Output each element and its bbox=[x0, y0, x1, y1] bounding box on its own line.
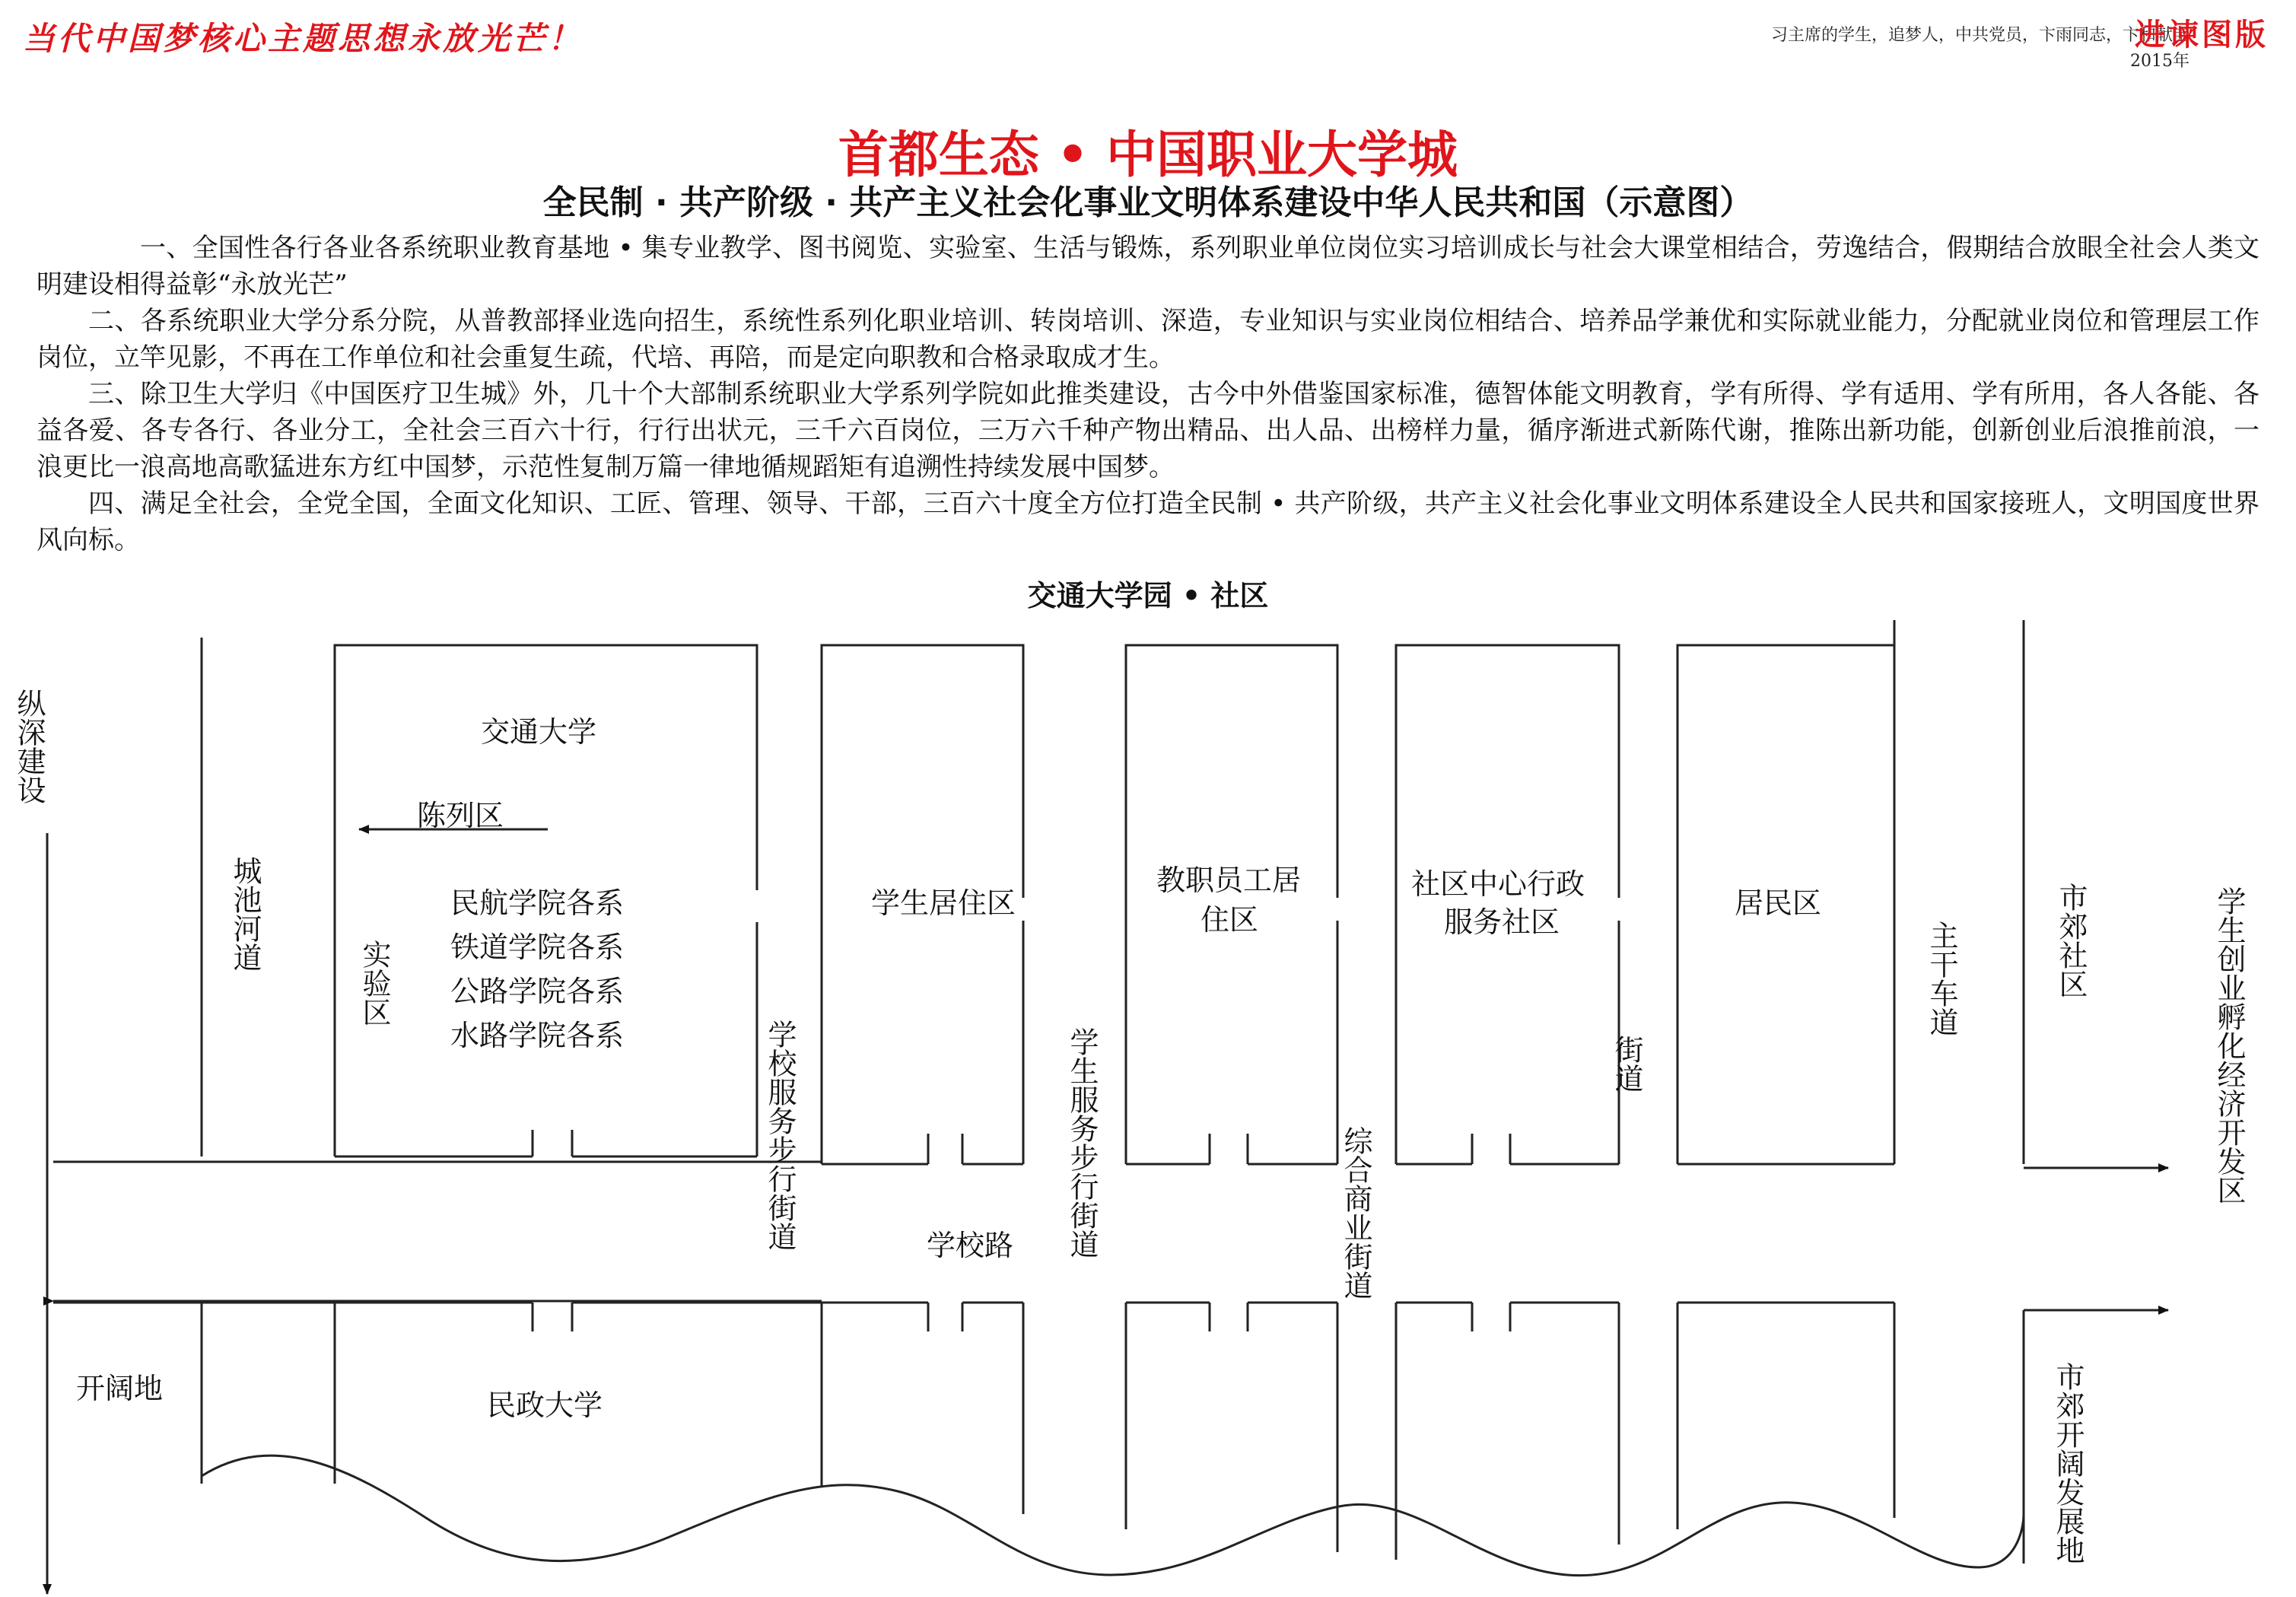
label-student-service-street: 学生服务步行街道 bbox=[1065, 1027, 1099, 1258]
map-title: 交通大学园 • 社区 bbox=[1027, 579, 1269, 612]
signature-line-1: 习主席的学生，追梦人，中共党员，卞雨同志，卞和献宝 bbox=[1770, 26, 2189, 45]
label-student-residence: 学生居住区 bbox=[871, 886, 1016, 920]
label-lab-area: 实验区 bbox=[358, 940, 391, 1026]
paragraph-2: 二、各系统职业大学分系分院，从普教部择业选向招生，系统性系列化职业培训、转岗培训、深造，专业知识与实业岗位相结合、培养品学兼优和实际就业能力，分配就业岗位和管理层工作岗位，立竿见影，不再在工作单位和社会重复生疏，代培、再陪，而是定向职教和合格录取成才生。 bbox=[37, 306, 2259, 373]
paragraph-4: 四、满足全社会，全党全国，全面文化知识、工匠、管理、领导、干部，三百六十度全方位打造全民制 • 共产阶级，共产主义社会化事业文明体系建设全人民共和国家接班人，文明国度世界风向标。 bbox=[37, 488, 2259, 555]
paragraph-1: 一、全国性各行各业各系统职业教育基地 • 集专业教学、图书阅览、实验室、生活与锻炼，系列职业单位岗位实习培训成长与社会大课堂相结合，劳逸结合，假期结合放眼全社会人类文明建设相得益彰“永放光芒” bbox=[37, 233, 2259, 300]
label-civil-affairs-university: 民政大学 bbox=[487, 1389, 603, 1422]
label-incubation-zone: 学生创业孵化经济开发区 bbox=[2212, 886, 2246, 1204]
map-lines bbox=[47, 620, 2168, 1594]
map-labels bbox=[12, 689, 2246, 1564]
label-community-center-2: 服务社区 bbox=[1444, 905, 1560, 939]
page-title: 首都生态 • 中国职业大学城 bbox=[838, 126, 1458, 184]
page-subtitle: 全民制 · 共产阶级 · 共产主义社会化事业文明体系建设中华人民共和国（示意图） bbox=[542, 183, 1754, 222]
label-suburban-community: 市郊社区 bbox=[2054, 883, 2088, 998]
label-main-road: 主干车道 bbox=[1925, 921, 1958, 1036]
label-staff-residence-1: 教职员工居 bbox=[1156, 864, 1302, 897]
community-center-block bbox=[1396, 645, 1619, 1164]
label-school-service-street: 学校服务步行街道 bbox=[763, 1020, 797, 1251]
label-commercial-street: 综合商业街道 bbox=[1339, 1126, 1372, 1300]
label-college-1: 民航学院各系 bbox=[450, 886, 625, 920]
paragraph-3: 三、除卫生大学归《中国医疗卫生城》外，几十个大部制系统职业大学系列学院如此推类建设，古今中外借鉴国家标准，德智体能文明教育，学有所得、学有适用、学有所用，各人各能、各益各爱、各专各行、各业分工，全社会三百六十行，行行出状元，三千六百岗位，三万六千种产物出精品、出人品、出榜样力量，循序渐进式新陈代谢，推陈出新功能，创新创业后浪推前浪，一浪更比一浪高地高歌猛进东方红中国梦，示范性复制万篇一律地循规蹈矩有追溯性持续发展中国梦。 bbox=[37, 379, 2259, 482]
label-open-land: 开阔地 bbox=[76, 1372, 164, 1405]
label-deep-construction: 纵深建设 bbox=[12, 689, 46, 804]
label-college-4: 水路学院各系 bbox=[450, 1019, 625, 1052]
label-city-moat: 城池河道 bbox=[228, 856, 262, 972]
label-jiaotong-university: 交通大学 bbox=[481, 715, 597, 749]
label-exhibition-area: 陈列区 bbox=[417, 799, 504, 832]
label-street: 街道 bbox=[1610, 1035, 1643, 1093]
label-college-2: 铁道学院各系 bbox=[450, 931, 625, 964]
label-community-center-1: 社区中心行政 bbox=[1411, 867, 1585, 901]
label-resident-area: 居民区 bbox=[1735, 886, 1822, 920]
label-college-3: 公路学院各系 bbox=[450, 975, 625, 1008]
slogan: 当代中国梦核心主题思想永放光芒！ bbox=[23, 20, 584, 57]
label-staff-residence-2: 住区 bbox=[1200, 903, 1259, 937]
edition-stamp: 进谏图版 bbox=[2135, 17, 2269, 52]
label-suburban-development: 市郊开阔发展地 bbox=[2051, 1362, 2085, 1564]
river-wave bbox=[202, 1455, 2024, 1576]
label-school-road: 学校路 bbox=[927, 1229, 1014, 1262]
signature-date: 2015年 bbox=[2130, 52, 2189, 71]
